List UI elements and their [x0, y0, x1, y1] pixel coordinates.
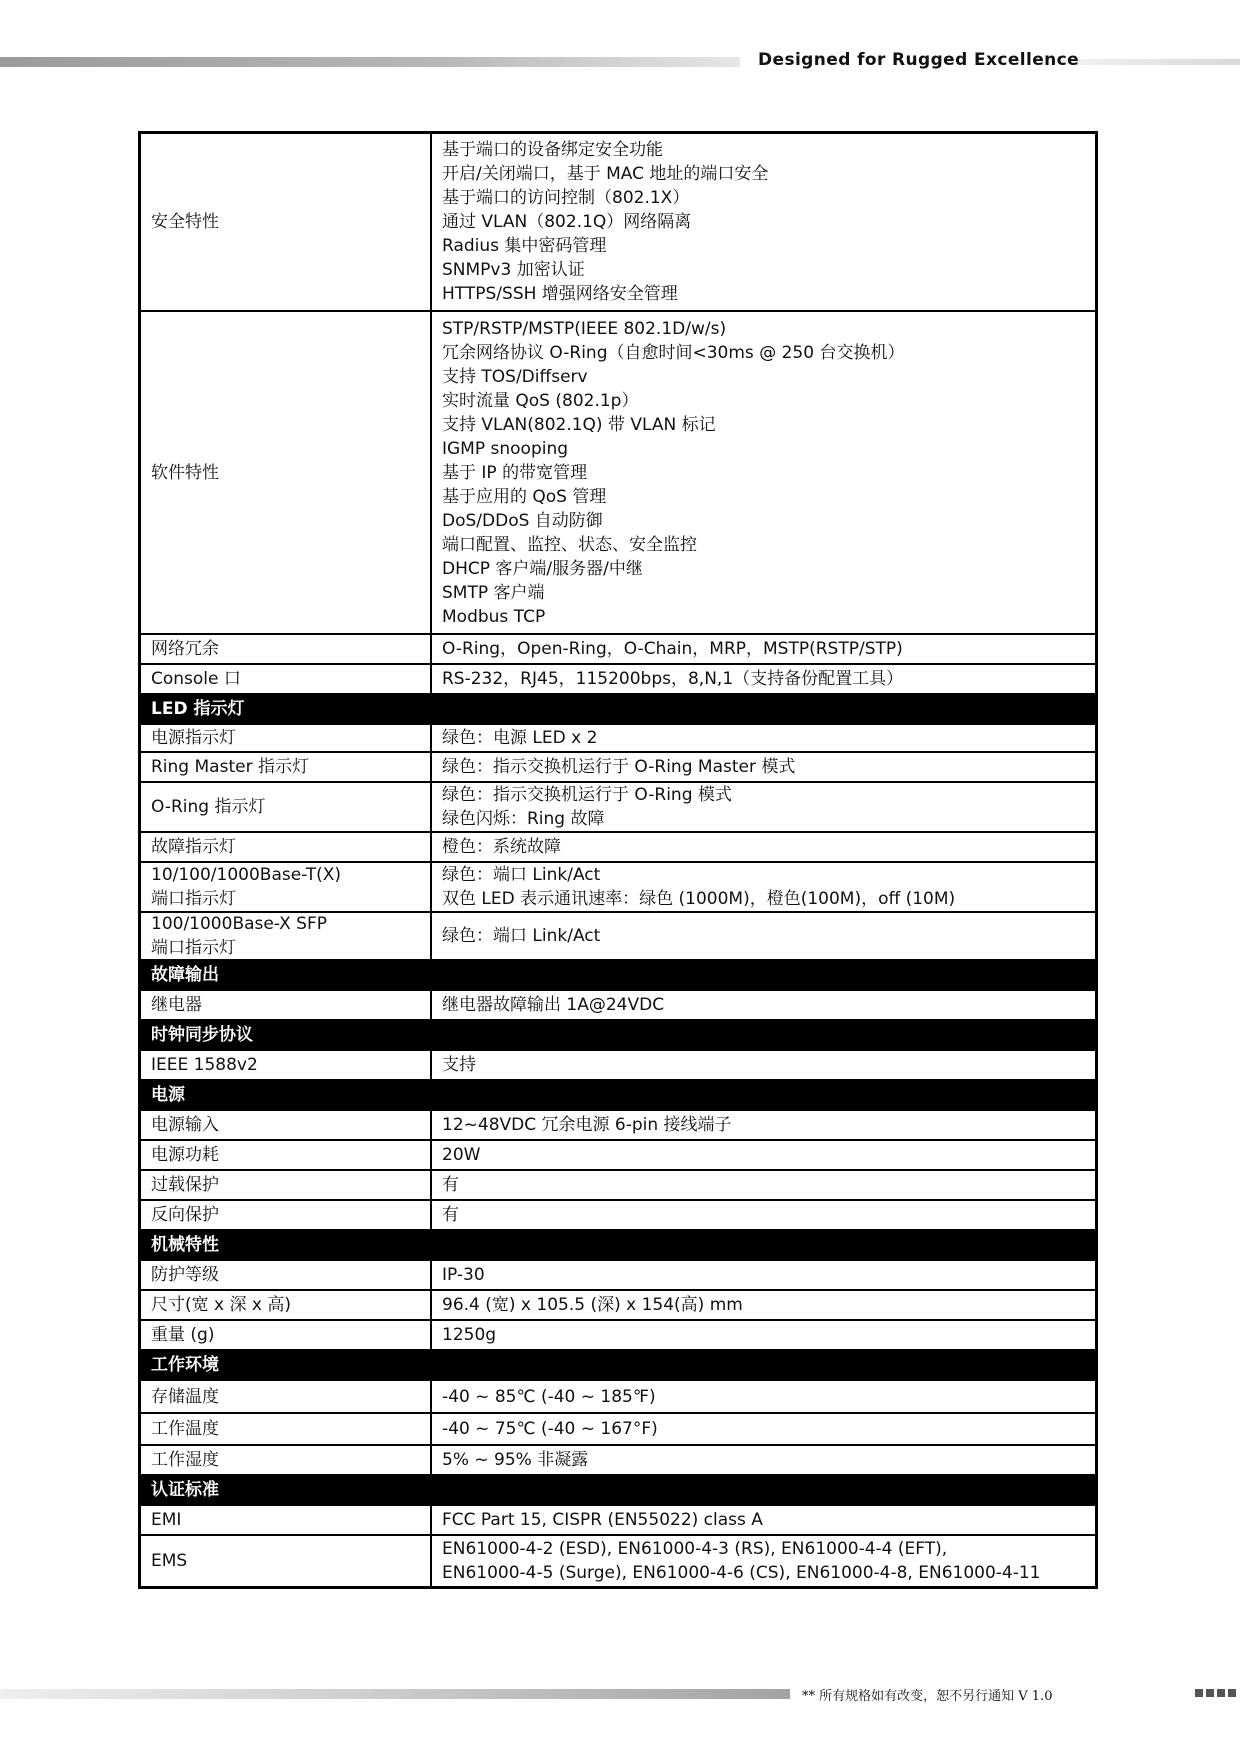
row-label: 软件特性: [141, 312, 432, 633]
row-console: [141, 665, 1095, 695]
row-label: 网络冗余: [141, 635, 432, 663]
row-oring-led: [141, 783, 1095, 833]
row-security: [141, 134, 1095, 312]
row-dimensions: [141, 1291, 1095, 1321]
section-environment: 工作环境: [141, 1351, 1095, 1381]
footer-bar: [0, 1689, 790, 1699]
row-software: [141, 312, 1095, 635]
row-power-consumption: [141, 1141, 1095, 1171]
row-value: 基于端口的设备绑定安全功能 开启/关闭端口，基于 MAC 地址的端口安全 基于端口的访问控制（802.1X） 通过 VLAN（802.1Q）网络隔离 Radius 集中密码管理 SNMPv3 加密认证 HTTPS/SSH 增强网络安全管理: [442, 140, 769, 304]
row-power-input: [141, 1111, 1095, 1141]
row-label: 工作湿度: [141, 1446, 432, 1474]
row-value: 1250g: [442, 1325, 497, 1345]
row-copper-port-led: [141, 863, 1095, 913]
row-label: 电源功耗: [141, 1141, 432, 1169]
spec-table: [138, 131, 1098, 1589]
row-redundancy: [141, 635, 1095, 665]
row-value: 绿色：指示交换机运行于 O-Ring Master 模式: [442, 757, 796, 777]
row-label: O-Ring 指示灯: [141, 783, 432, 831]
section-mechanical: 机械特性: [141, 1231, 1095, 1261]
row-label: Ring Master 指示灯: [141, 753, 432, 781]
row-value: 5% ~ 95% 非凝露: [442, 1450, 589, 1470]
row-fault-led: [141, 833, 1095, 863]
header-bar: [0, 57, 740, 67]
row-value: 96.4 (宽) x 105.5 (深) x 154(高) mm: [442, 1295, 743, 1315]
row-operating-temp: [141, 1414, 1095, 1446]
row-label: EMI: [141, 1506, 432, 1534]
row-label: 故障指示灯: [141, 833, 432, 861]
row-label: 存储温度: [141, 1381, 432, 1412]
section-led: LED 指示灯: [141, 695, 1095, 725]
row-value: FCC Part 15, CISPR (EN55022) class A: [442, 1510, 763, 1530]
row-value: 绿色：指示交换机运行于 O-Ring 模式 绿色闪烁：Ring 故障: [442, 785, 732, 829]
row-value: O-Ring，Open-Ring，O-Chain，MRP，MSTP(RSTP/STP): [442, 639, 903, 659]
row-value: 12~48VDC 冗余电源 6-pin 接线端子: [442, 1115, 732, 1135]
row-reverse-protection: [141, 1201, 1095, 1231]
row-label: 重量 (g): [141, 1321, 432, 1349]
row-label: 尺寸(宽 x 深 x 高): [141, 1291, 432, 1319]
row-value: EN61000-4-2 (ESD), EN61000-4-3 (RS), EN61000-4-4 (EFT), EN61000-4-5 (Surge), EN61000-4-6 (CS), EN61000-4-8, EN61000-4-11: [442, 1539, 1041, 1583]
row-overload-protection: [141, 1171, 1095, 1201]
row-value: 绿色：端口 Link/Act: [442, 926, 601, 946]
row-value: -40 ~ 75℃ (-40 ~ 167°F): [442, 1419, 658, 1439]
section-clock-sync: 时钟同步协议: [141, 1021, 1095, 1051]
row-label: 10/100/1000Base-T(X) 端口指示灯: [141, 863, 432, 911]
row-ip-rating: [141, 1261, 1095, 1291]
header-bar-right: [1062, 59, 1240, 65]
row-weight: [141, 1321, 1095, 1351]
footer-squares-decoration: [1195, 1689, 1236, 1697]
row-label: 过载保护: [141, 1171, 432, 1199]
row-value: -40 ~ 85℃ (-40 ~ 185℉): [442, 1386, 656, 1407]
row-value: 支持: [442, 1055, 476, 1075]
row-label: 100/1000Base-X SFP 端口指示灯: [141, 913, 432, 959]
row-value: RS-232，RJ45，115200bps，8,N,1（支持备份配置工具）: [442, 669, 904, 689]
row-ems: [141, 1536, 1095, 1586]
row-value: STP/RSTP/MSTP(IEEE 802.1D/w/s) 冗余网络协议 O-Ring（自愈时间<30ms @ 250 台交换机） 支持 TOS/Diffserv 实时流量 QoS (802.1p） 支持 VLAN(802.1Q) 带 VLAN 标记 IGMP snooping 基于 IP 的带宽管理 基于应用的 QoS 管理 DoS/DDoS 自动防御 端口配置、监控、状态、安全监控 DHCP 客户端/服务器/中继 SMTP 客户端 Modbus TCP: [442, 318, 905, 627]
row-storage-temp: [141, 1381, 1095, 1414]
row-power-led: [141, 725, 1095, 753]
row-value: IP-30: [442, 1265, 485, 1285]
row-relay: [141, 991, 1095, 1021]
row-label: 安全特性: [141, 134, 432, 310]
row-value: 绿色：端口 Link/Act 双色 LED 表示通讯速率：绿色 (1000M)，橙色(100M)，off (10M): [442, 865, 956, 909]
row-ring-master-led: [141, 753, 1095, 783]
footer-note: ** 所有规格如有改变，恕不另行通知 V 1.0: [802, 1689, 1053, 1704]
row-value: 有: [442, 1205, 459, 1225]
row-value: 有: [442, 1175, 459, 1195]
section-power: 电源: [141, 1081, 1095, 1111]
row-label: EMS: [141, 1536, 432, 1586]
row-value: 20W: [442, 1145, 481, 1165]
row-value: 橙色：系统故障: [442, 837, 561, 857]
row-label: Console 口: [141, 665, 432, 693]
section-certification: 认证标准: [141, 1476, 1095, 1506]
row-label: 工作温度: [141, 1414, 432, 1444]
row-label: 防护等级: [141, 1261, 432, 1289]
row-operating-humidity: [141, 1446, 1095, 1476]
row-emi: [141, 1506, 1095, 1536]
row-ieee1588: [141, 1051, 1095, 1081]
row-label: 反向保护: [141, 1201, 432, 1229]
section-fault-output: 故障输出: [141, 961, 1095, 991]
row-label: 电源指示灯: [141, 725, 432, 751]
row-sfp-port-led: [141, 913, 1095, 961]
row-label: 电源输入: [141, 1111, 432, 1139]
row-value: 继电器故障输出 1A@24VDC: [442, 995, 665, 1015]
header-tagline: Designed for Rugged Excellence: [758, 50, 1080, 70]
row-value: 绿色：电源 LED x 2: [442, 728, 598, 748]
row-label: IEEE 1588v2: [141, 1051, 432, 1079]
row-label: 继电器: [141, 991, 432, 1019]
